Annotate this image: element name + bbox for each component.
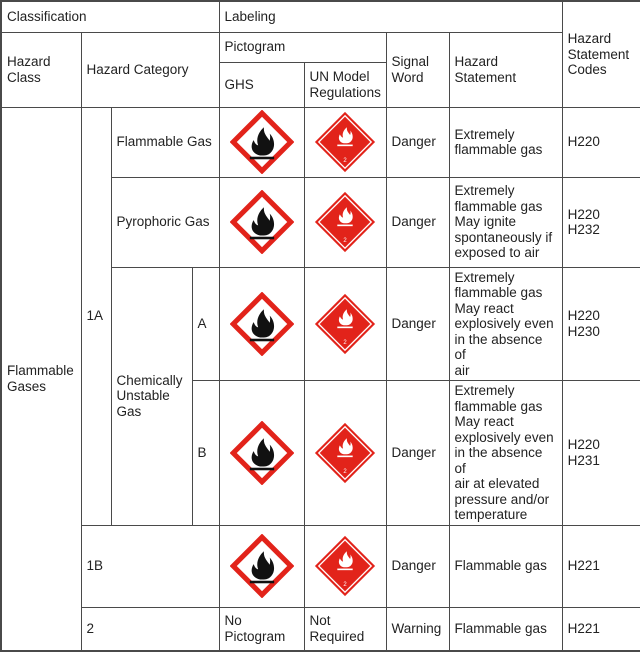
hazard-statement-cell: Extremely flammable gas May react explosively even in the absence of air [449,267,562,381]
un-class-2-flame-icon [313,292,377,356]
hazard-code-cell: H220 H230 [562,267,640,381]
category-1b-cell: 1B [81,525,219,607]
hazard-class-header: Hazard Class [1,32,81,107]
un-class-2-flame-icon [313,190,377,254]
un-class-number: 2 [343,238,347,244]
ghs-pictogram-cell [219,381,304,526]
un-pictogram-cell [304,107,386,177]
ghs-flame-icon [230,190,294,254]
category-2-cell: 2 [81,607,219,651]
un-class-number: 2 [343,582,347,588]
subcategory-class-a-cell: A [192,267,219,381]
hazard-statement-cell: Extremely flammable gas May ignite spontaneously if exposed to air [449,177,562,267]
ghs-pictogram-cell [219,267,304,381]
ghs-flame-icon [230,292,294,356]
hazard-code-cell: H220 H232 [562,177,640,267]
ghs-pictogram-cell [219,177,304,267]
hazard-statement-cell: Flammable gas [449,607,562,651]
hazard-statement-codes-header: Hazard Statement Codes [562,1,640,107]
hazard-statement-cell: Flammable gas [449,525,562,607]
hazard-statement-cell: Extremely flammable gas [449,107,562,177]
un-pictogram-cell [304,267,386,381]
un-pictogram-cell [304,177,386,267]
un-not-required-cell: Not Required [304,607,386,651]
signal-word-cell: Danger [386,525,449,607]
subcategory-cell: Flammable Gas [111,107,219,177]
hazard-class-cell: Flammable Gases [1,107,81,651]
hazard-code-cell: H221 [562,607,640,651]
ghs-flame-icon [230,534,294,598]
hazard-category-header: Hazard Category [81,32,219,107]
hazard-statement-cell: Extremely flammable gas May react explosively even in the absence of air at elevated pressure and/or temperature [449,381,562,526]
labeling-header: Labeling [219,1,562,32]
ghs-header: GHS [219,62,304,107]
ghs-pictogram-cell [219,525,304,607]
classification-header: Classification [1,1,219,32]
subcategory-cell: Pyrophoric Gas [111,177,219,267]
hazard-code-cell: H220 H231 [562,381,640,526]
signal-word-header: Signal Word [386,32,449,107]
un-class-2-flame-icon [313,421,377,485]
subcategory-cell: Chemically Unstable Gas [111,267,192,525]
subcategory-class-b-cell: B [192,381,219,526]
pictogram-header: Pictogram [219,32,386,62]
signal-word-cell: Danger [386,381,449,526]
un-class-2-flame-icon [313,110,377,174]
hazard-code-cell: H221 [562,525,640,607]
un-pictogram-cell [304,525,386,607]
signal-word-cell: Danger [386,107,449,177]
signal-word-cell: Warning [386,607,449,651]
un-class-number: 2 [343,158,347,164]
ghs-flame-icon [230,421,294,485]
un-class-number: 2 [343,468,347,475]
ghs-no-pictogram-cell: No Pictogram [219,607,304,651]
ghs-pictogram-cell [219,107,304,177]
hazard-code-cell: H220 [562,107,640,177]
ghs-flame-icon [230,110,294,174]
signal-word-cell: Danger [386,267,449,381]
un-class-number: 2 [343,339,347,346]
category-1a-cell: 1A [81,107,111,525]
hazard-statement-header: Hazard Statement [449,32,562,107]
un-model-header: UN Model Regulations [304,62,386,107]
signal-word-cell: Danger [386,177,449,267]
un-pictogram-cell [304,381,386,526]
un-class-2-flame-icon [313,534,377,598]
